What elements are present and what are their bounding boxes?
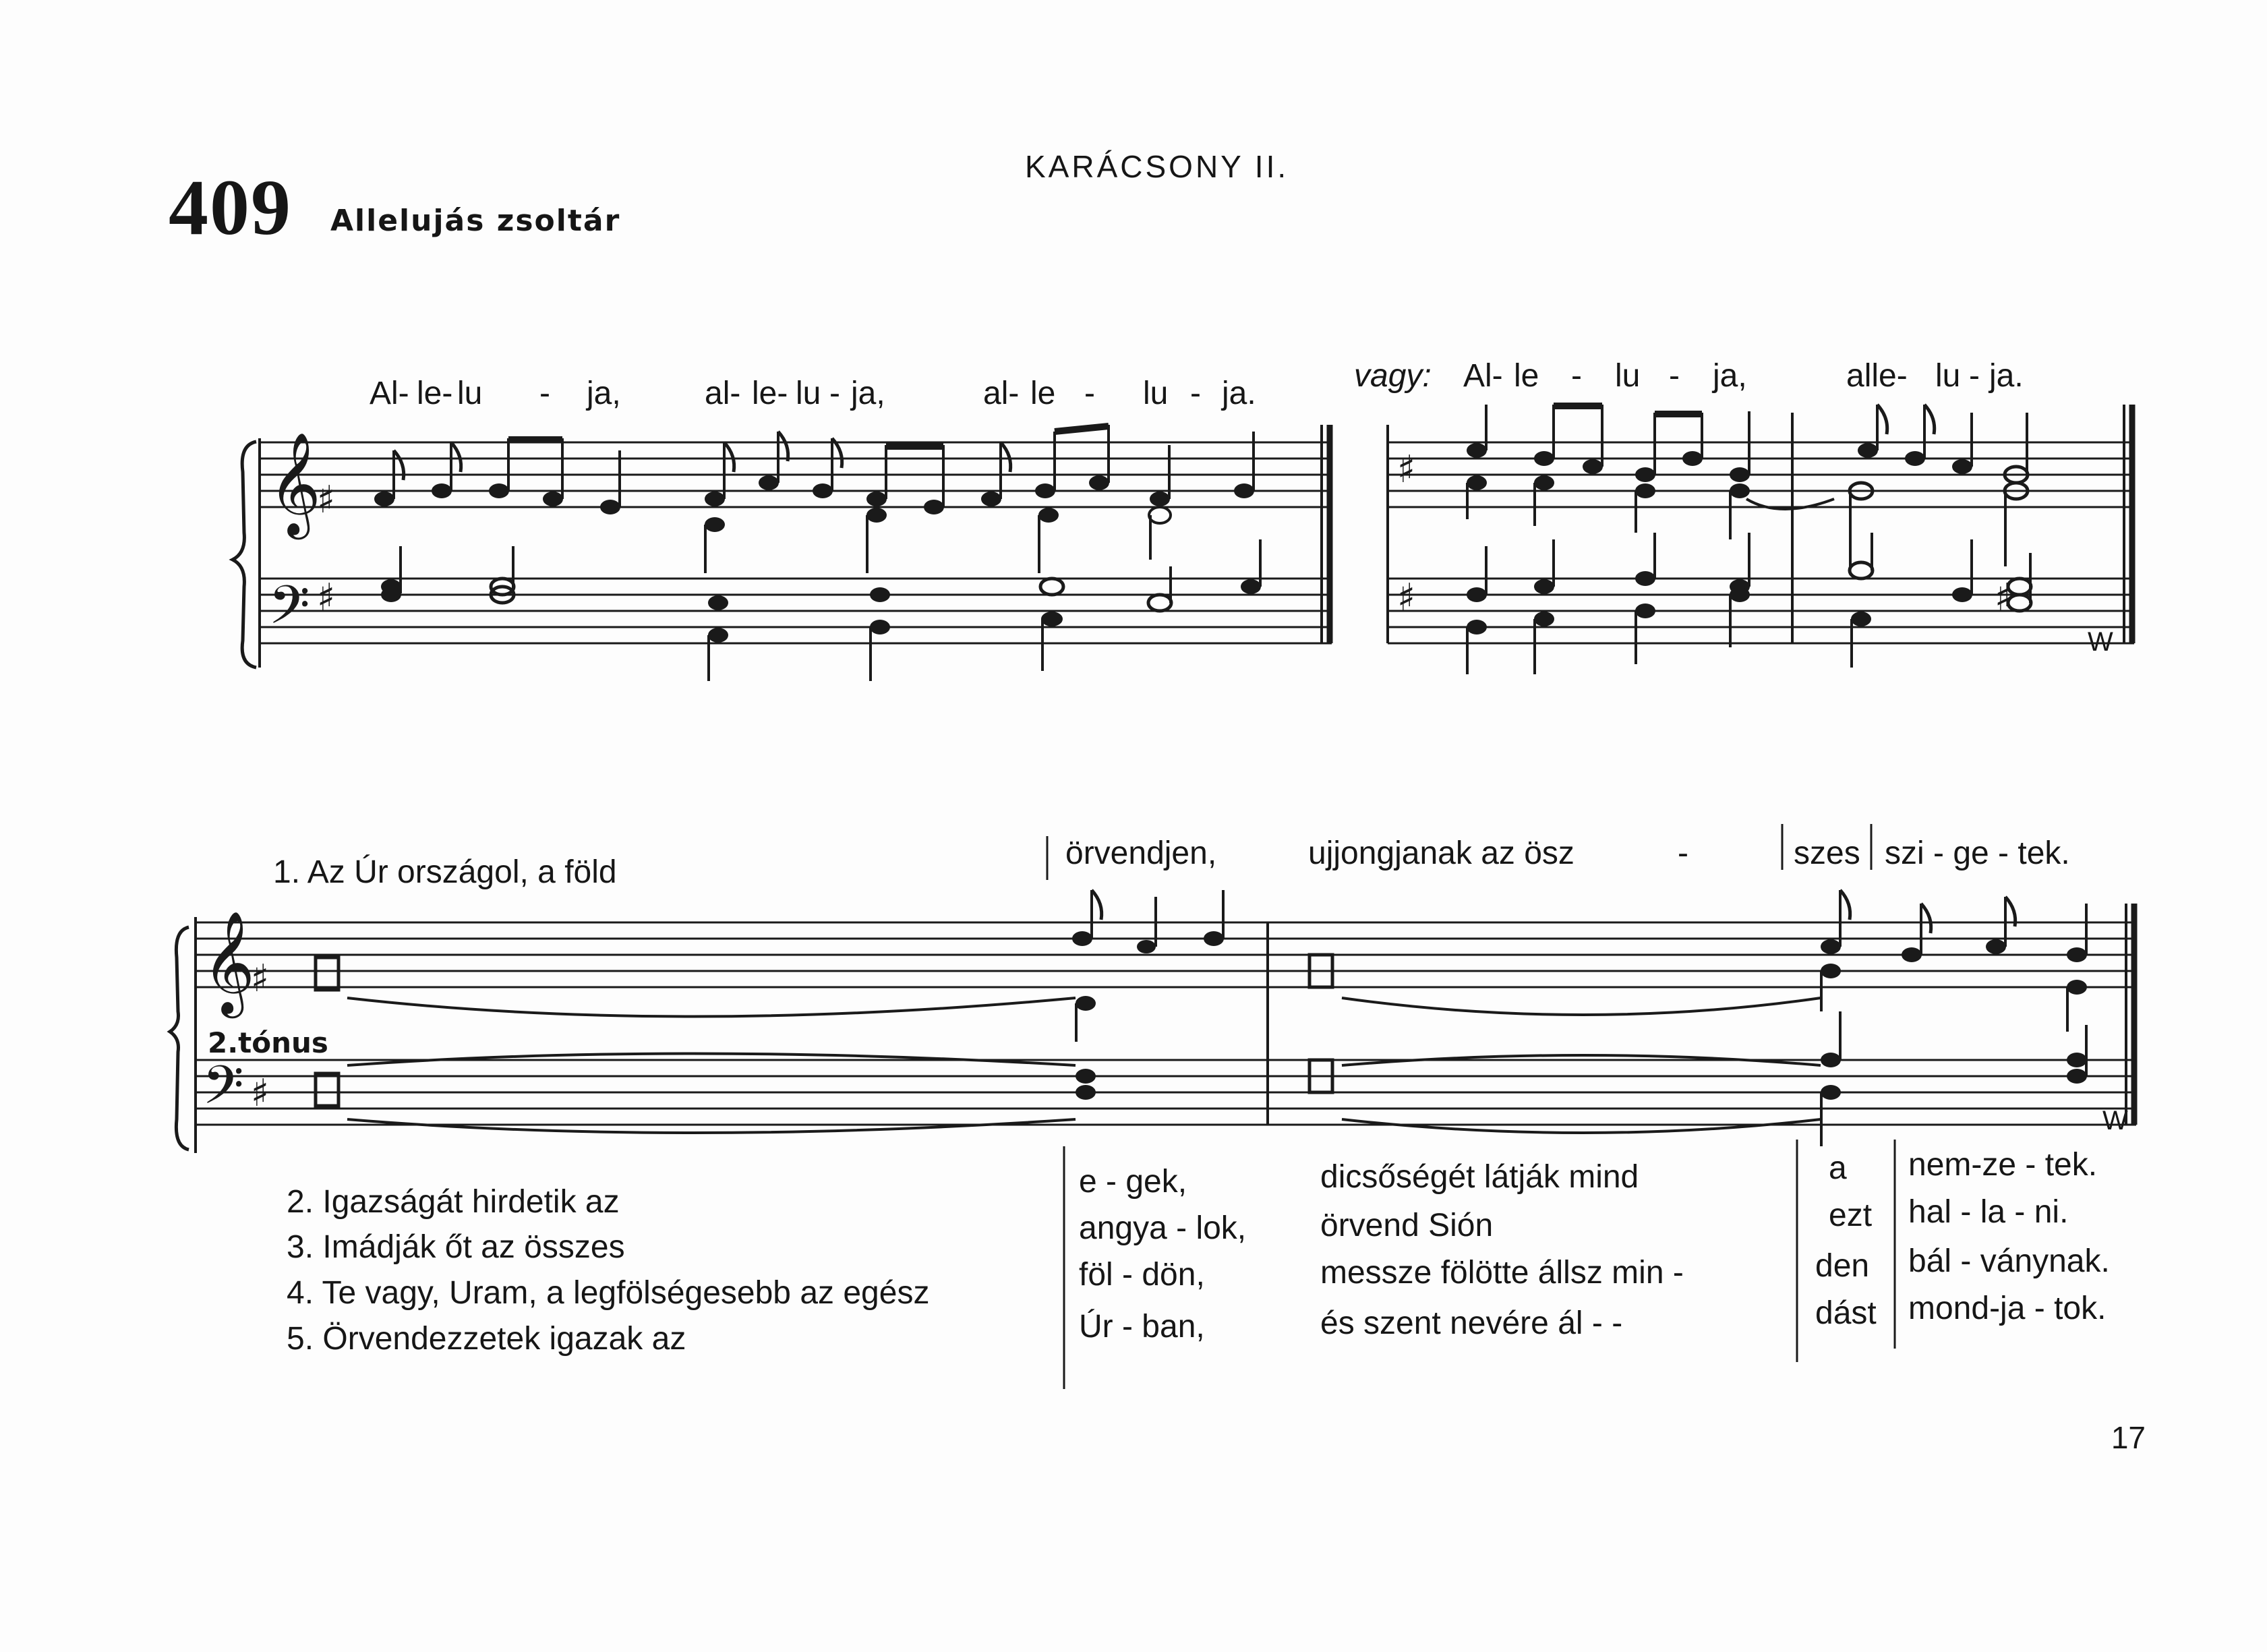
w-marker-psalm: W (2102, 1106, 2128, 1135)
system-brace (233, 442, 256, 668)
verse-3-text: 3. Imádják őt az összes (287, 1229, 625, 1265)
verse-3-reciting: örvend Sión (1320, 1208, 1494, 1243)
verse-5-text: 5. Örvendezzetek igazak az (287, 1321, 686, 1357)
verse-4-prep: den (1815, 1248, 1870, 1284)
syllable: ja, (587, 376, 621, 411)
syllable: le- (417, 376, 453, 411)
syllable: al- (983, 376, 1020, 411)
syllable: lu (1615, 358, 1641, 394)
syllable: lu (457, 376, 483, 411)
verse-3-ending: hal - la - ni. (1908, 1194, 2069, 1230)
treble-notes (374, 425, 1254, 573)
treble-staff-psalm (196, 922, 2136, 987)
syllable: al- (705, 376, 741, 411)
syllable: alle- (1846, 358, 1908, 394)
verse-4-text: 4. Te vagy, Uram, a legfölségesebb az egész (287, 1275, 930, 1311)
verse-1-accent: örvendjen, (1065, 835, 1217, 871)
verse-2-reciting: dicsőségét látják mind (1320, 1159, 1639, 1195)
verse-5-reciting: és szent nevére ál - - (1320, 1305, 1623, 1341)
verse-4-reciting: messze fölötte állsz min - (1320, 1255, 1684, 1291)
verse-5-accent: Úr - ban, (1079, 1309, 1205, 1345)
verse-2-prep: a (1829, 1150, 1847, 1186)
verse-4-ending: bál - ványnak. (1908, 1243, 2110, 1279)
system-brace (170, 927, 189, 1150)
syllable: - (829, 376, 840, 411)
verse-2-text: 2. Igazságát hirdetik az (287, 1184, 620, 1220)
verse-2-accent: e - gek, (1079, 1164, 1187, 1200)
verse-separators (1047, 824, 1895, 1389)
sharp-icon: ♯ (317, 576, 336, 620)
syllable: lu (1935, 358, 1961, 394)
syllable: - (539, 376, 550, 411)
verse-1-text: 1. Az Úr országol, a föld (273, 854, 617, 890)
verse-4-accent: föl - dön, (1079, 1257, 1205, 1293)
syllable: - (1571, 358, 1582, 394)
verse-5-ending: mond-ja - tok. (1908, 1291, 2107, 1326)
syllable: Al- (370, 376, 409, 411)
verse-2-ending: nem-ze - tek. (1908, 1147, 2098, 1183)
syllable: ja, (1713, 358, 1747, 394)
syllable: ja. (1989, 358, 2024, 394)
syllable: le- (752, 376, 788, 411)
alleluia-system-1 (233, 425, 1332, 681)
syllable: le (1030, 376, 1056, 411)
syllable: ja, (851, 376, 885, 411)
treble-clef-icon: 𝄞 (268, 432, 322, 535)
syllable: lu (796, 376, 821, 411)
syllable: ja. (1222, 376, 1256, 411)
sharp-icon: ♯ (1397, 448, 1416, 492)
verse-5-prep: dást (1815, 1295, 1877, 1331)
verse-1-dash: - (1678, 835, 1688, 871)
sharp-icon: ♯ (317, 478, 336, 522)
season-title: KARÁCSONY II. (1025, 149, 1289, 184)
syllable: lu (1143, 376, 1169, 411)
syllable: Al- (1463, 358, 1503, 394)
syllable: - (1190, 376, 1201, 411)
verse-3-prep: ezt (1829, 1198, 1873, 1233)
vagy-label: vagy: (1354, 358, 1432, 394)
syllable: le (1514, 358, 1539, 394)
psalm-system (170, 890, 2136, 1153)
syllable: - (1969, 358, 1980, 394)
alleluia-system-2 (1388, 405, 2134, 674)
hymn-number: 409 (169, 163, 292, 252)
syllable: - (1669, 358, 1680, 394)
treble-staff (260, 442, 1332, 507)
hymn-subtitle: Allelujás zsoltár (330, 204, 621, 238)
psalm-bass-notes (316, 1011, 2087, 1146)
syllable: - (1084, 376, 1095, 411)
sharp-icon: ♯ (1397, 576, 1416, 620)
treble-clef-icon: 𝄞 (202, 910, 256, 1014)
bass-notes-alt (1467, 533, 2031, 674)
tone-label: 2.tónus (208, 1026, 328, 1059)
page-number: 17 (2111, 1420, 2146, 1455)
sharp-icon: ♯ (251, 957, 270, 1001)
verse-1-prep: szes (1794, 835, 1860, 871)
sharp-icon: ♯ (1995, 576, 2013, 620)
verse-1-reciting: ujjongjanak az ösz (1308, 835, 1574, 871)
psalm-treble-notes (316, 890, 2087, 1042)
bass-clef-icon: 𝄢 (202, 1054, 244, 1129)
verse-1-ending: szi - ge - tek. (1885, 835, 2070, 871)
bass-clef-icon: 𝄢 (268, 574, 310, 649)
bass-staff-psalm (196, 1060, 2136, 1125)
sharp-icon: ♯ (251, 1071, 270, 1115)
verse-3-accent: angya - lok, (1079, 1210, 1247, 1246)
w-marker: W (2088, 627, 2113, 657)
treble-notes-alt (1467, 405, 2028, 566)
